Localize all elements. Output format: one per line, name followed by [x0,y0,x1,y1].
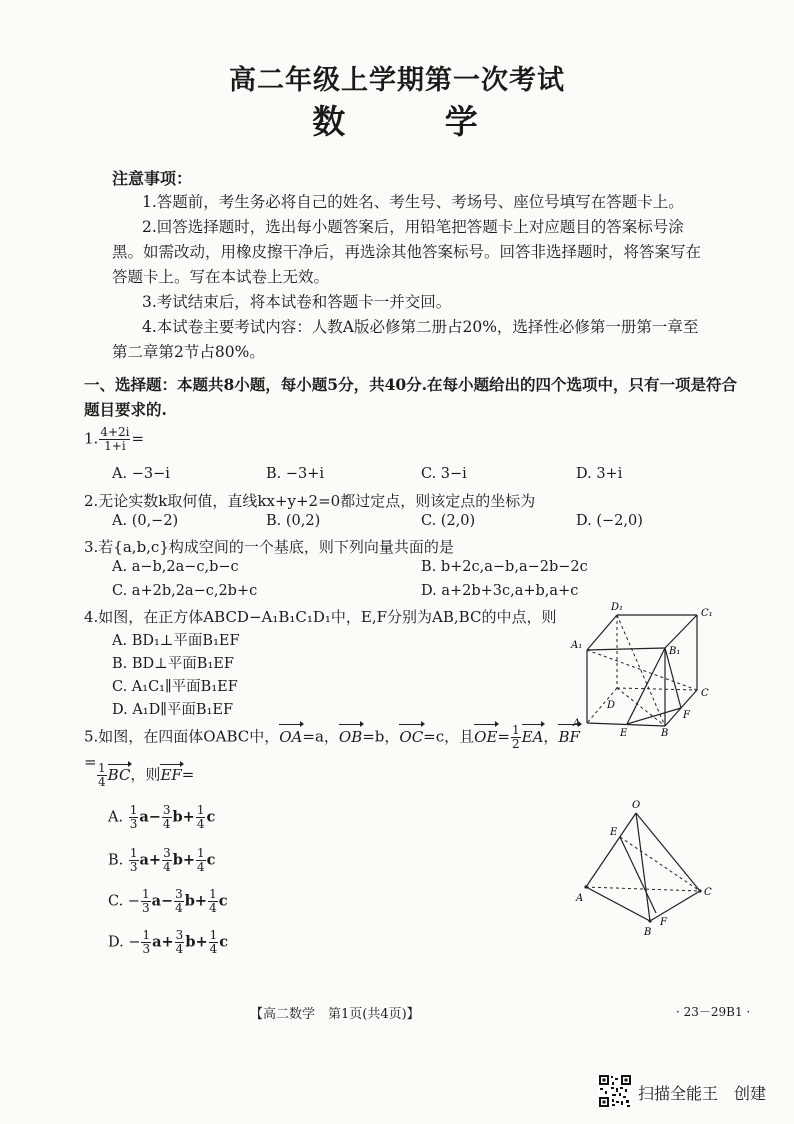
question-2: 2.无论实数k取何值，直线kx+y+2=0都过定点，则该定点的坐标为 [84,492,536,510]
label-b1: B₁ [669,646,681,657]
tetrahedron-figure [570,795,720,940]
label-b: B [661,728,669,738]
q2-option-c[interactable]: C. (2,0) [421,513,476,529]
q4-option-b[interactable]: B. BD⊥平面B₁EF [112,656,234,672]
q1-fraction: $\frac{4+2i}{1+i}$ [100,425,130,453]
label-c1: C₁ [701,608,713,619]
paper-code: · 23－29B1 · [676,1005,751,1019]
q1-option-b[interactable]: B. −3+i [266,466,325,482]
q4-option-c[interactable]: C. A₁C₁∥平面B₁EF [112,679,238,695]
q3-option-d[interactable]: D. a+2b+3c,a+b,a+c [421,583,579,599]
q2-option-d[interactable]: D. (−2,0) [576,513,643,529]
q5-option-d[interactable]: D. − $\frac{1}{3}$ a+ $\frac{3}{4}$ b+ $\frac{1}{4}$ c [108,928,229,956]
label-c: C [704,887,712,898]
q1-number: 1. [84,429,99,448]
subject-title: 数 学 [312,102,522,141]
section-1-heading: 一、选择题：本题共8小题，每小题5分，共40分.在每小题给出的四个选项中，只有一项是符合题目要求的. [84,375,738,419]
question-3: 3.若{a,b,c}构成空间的一个基底，则下列向量共面的是 [84,538,454,556]
scanner-brand: 扫描全能王 创建 [638,1084,767,1103]
label-f: F [660,917,667,928]
q3-option-b[interactable]: B. b+2c,a−b,a−2b−2c [421,559,588,575]
notice-item-2: 2.回答选择题时，选出每小题答案后，用铅笔把答题卡上对应题目的答案标号涂黑。如需改动，用橡皮擦干净后，再选涂其他答案标号。回答非选择题时，将答案写在答题卡上。写在本试卷上无效。 [112,218,702,286]
label-f: F [683,710,690,721]
page-footer: 【高二数学 第1页(共4页)】 [250,1007,420,1022]
cube-figure [565,598,725,738]
qr-code-icon [598,1074,632,1108]
label-a: A [573,718,581,729]
notice-item-4: 4.本试卷主要考试内容：人教A版必修第二册占20%，选择性必修第一册第一章至第二章第2节占80%。 [112,318,699,361]
question-5-continued: $\frac{1}{4}$ BC，则EF= [98,761,195,789]
label-d1: D₁ [611,602,624,613]
q1-option-c[interactable]: C. 3−i [421,466,467,482]
notice-heading: 注意事项： [112,169,193,188]
label-e: E [610,827,618,838]
q5-option-c[interactable]: C. − $\frac{1}{3}$ a− $\frac{3}{4}$ b+ $\frac{1}{4}$ c [108,887,228,915]
label-d: D [607,700,616,711]
q1-option-d[interactable]: D. 3+i [576,466,623,482]
q2-option-a[interactable]: A. (0,−2) [112,513,179,529]
q2-option-b[interactable]: B. (0,2) [266,513,321,529]
q5-option-a[interactable]: A. $\frac{1}{3}$ a− $\frac{3}{4}$ b+ $\frac{1}{4}$ c [108,803,216,831]
label-a1: A₁ [571,640,583,651]
question-5: 5.如图，在四面体OABC中，OA=a，OB=b，OC=c，且OE= $\frac{1}{2}$ EA，BF= [84,723,580,771]
exam-title: 高二年级上学期第一次考试 [229,65,565,96]
q1-option-a[interactable]: A. −3−i [112,466,170,482]
label-e: E [620,728,628,738]
q4-option-a[interactable]: A. BD₁⊥平面B₁EF [112,633,240,649]
q3-option-a[interactable]: A. a−b,2a−c,b−c [112,559,239,575]
label-c: C [701,688,709,699]
label-a: A [576,893,584,904]
question-1: 1. $\frac{4+2i}{1+i}$ = [84,425,145,453]
q3-option-c[interactable]: C. a+2b,2a−c,2b+c [112,583,258,599]
label-o: O [632,800,641,811]
question-4: 4.如图，在正方体ABCD−A₁B₁C₁D₁中，E,F分别为AB,BC的中点，则 [84,608,557,626]
q4-option-d[interactable]: D. A₁D∥平面B₁EF [112,702,234,718]
notice-item-3: 3.考试结束后，将本试卷和答题卡一并交回。 [142,293,452,311]
notice-item-1: 1.答题前，考生务必将自己的姓名、考生号、考场号、座位号填写在答题卡上。 [142,193,684,211]
q5-option-b[interactable]: B. $\frac{1}{3}$ a+ $\frac{3}{4}$ b+ $\frac{1}{4}$ c [108,846,216,874]
label-b: B [644,927,652,938]
